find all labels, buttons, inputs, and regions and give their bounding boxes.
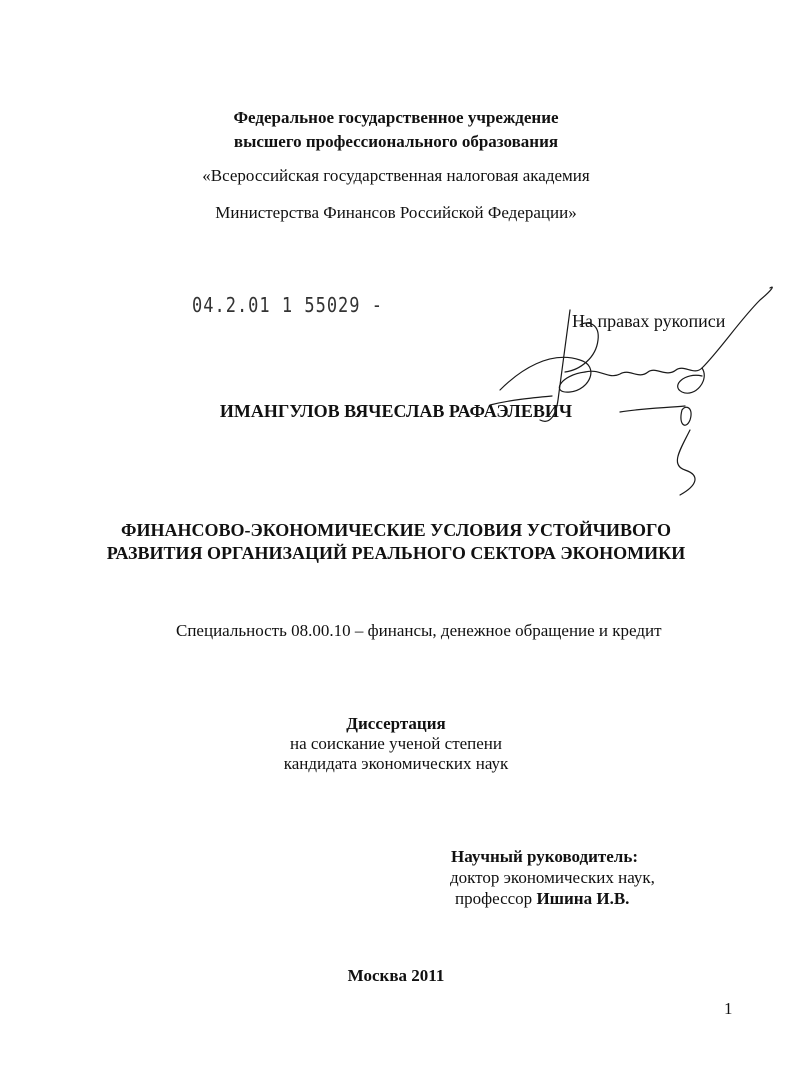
institution-line-3: «Всероссийская государственная налоговая академия — [202, 166, 590, 185]
supervisor-title: профессор — [455, 889, 533, 908]
registration-stamp: 04.2.01 1 55029 - — [192, 294, 383, 318]
supervisor-name-line — [455, 889, 629, 909]
supervisor-degree: доктор экономических наук, — [450, 868, 655, 887]
dissertation-line-1: на соискание ученой степени — [289, 734, 503, 753]
institution-line-1: Федеральное государственное учреждение — [233, 108, 559, 127]
institution-line-2: высшего профессионального образования — [233, 132, 559, 151]
supervisor-name: Ишина И.В. — [536, 889, 630, 908]
dissertation-heading: Диссертация — [346, 714, 446, 733]
dissertation-line-2: кандидата экономических наук — [283, 754, 509, 773]
handwritten-signature — [470, 280, 780, 520]
city-year: Москва 2011 — [347, 966, 445, 985]
supervisor-heading: Научный руководитель: — [451, 847, 638, 866]
dissertation-title-line-1: ФИНАНСОВО-ЭКОНОМИЧЕСКИЕ УСЛОВИЯ УСТОЙЧИВОГО — [121, 520, 671, 540]
author-name: ИМАНГУЛОВ ВЯЧЕСЛАВ РАФАЭЛЕВИЧ — [219, 401, 573, 421]
specialty: Специальность 08.00.10 – финансы, денежное обращение и кредит — [176, 621, 662, 640]
dissertation-title-line-2: РАЗВИТИЯ ОРГАНИЗАЦИЙ РЕАЛЬНОГО СЕКТОРА ЭКОНОМИКИ — [106, 543, 686, 563]
manuscript-note: На правах рукописи — [572, 311, 726, 331]
page-number: 1 — [724, 999, 733, 1018]
institution-line-4: Министерства Финансов Российской Федерации» — [215, 203, 577, 222]
